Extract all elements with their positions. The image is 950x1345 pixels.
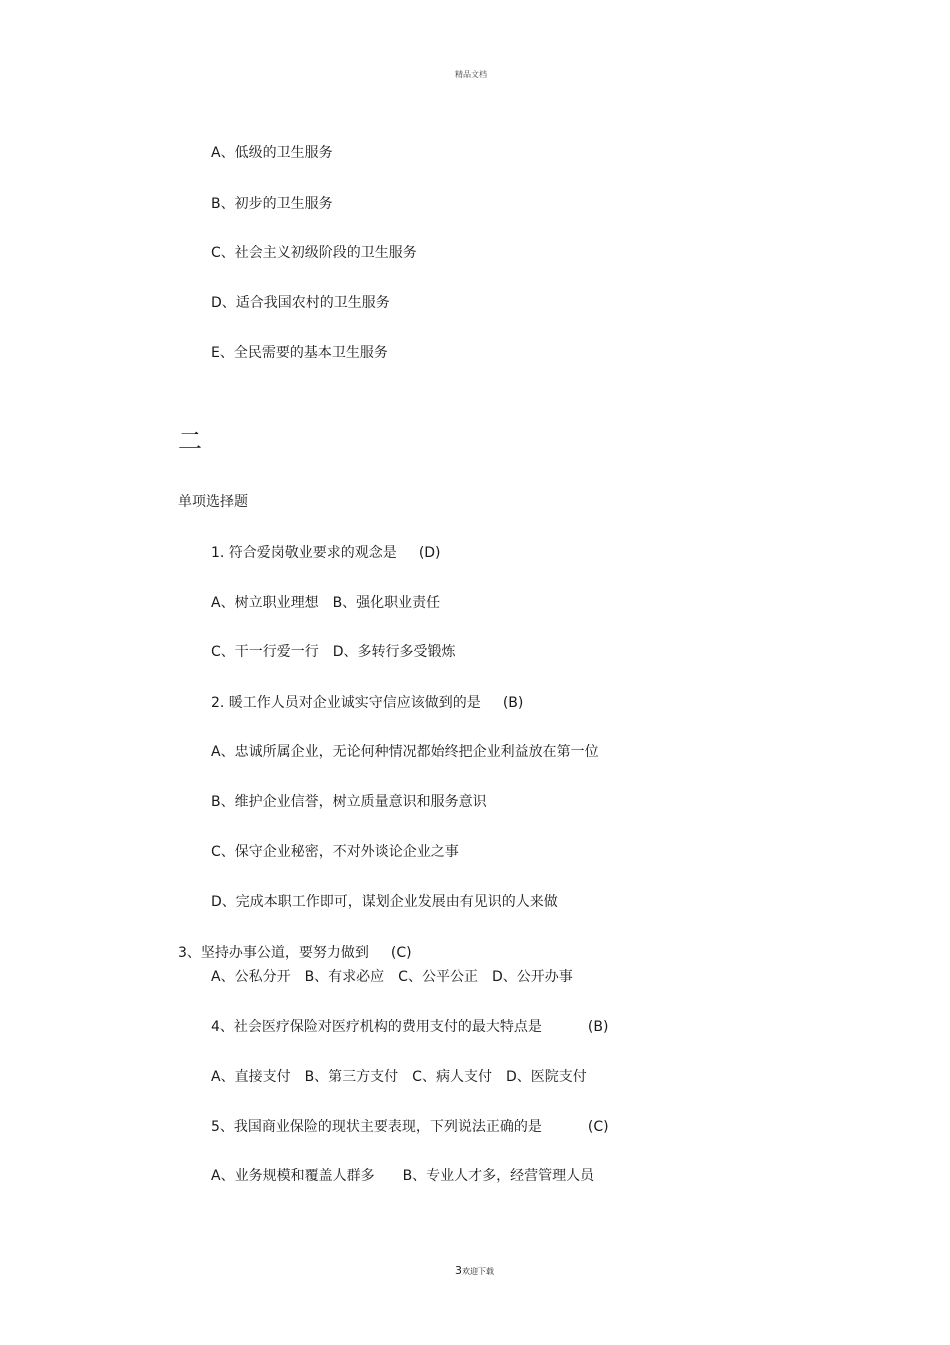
page-footer (455, 1262, 494, 1281)
question-2-option-b: B、维护企业信誉，树立质量意识和服务意识 (211, 794, 487, 810)
question-2-text: 2. 暖工作人员对企业诚实守信应该做到的是 (211, 695, 481, 711)
option-c: C、社会主义初级阶段的卫生服务 (211, 245, 417, 261)
section-number: 二 (178, 427, 202, 455)
section-title: 单项选择题 (178, 494, 248, 510)
option-e: E、全民需要的基本卫生服务 (211, 345, 388, 361)
question-5-text: 5、我国商业保险的现状主要表现，下列说法正确的是 (211, 1119, 542, 1135)
question-3-text: 3、坚持办事公道，要努力做到 (178, 945, 369, 961)
question-2-option-d: D、完成本职工作即可，谋划企业发展由有见识的人来做 (211, 894, 558, 910)
question-2-option-c: C、保守企业秘密，不对外谈论企业之事 (211, 844, 459, 860)
question-5 (211, 1118, 609, 1136)
question-4-text: 4、社会医疗保险对医疗机构的费用支付的最大特点是 (211, 1019, 542, 1035)
question-4-answer: (B) (587, 1019, 609, 1035)
question-5-answer: (C) (587, 1119, 609, 1135)
page-header: 精品文档 (455, 70, 487, 79)
question-1-text: 1. 符合爱岗敬业要求的观念是 (211, 545, 397, 561)
question-2-option-a: A、忠诚所属企业，无论何种情况都始终把企业利益放在第一位 (211, 744, 599, 760)
question-3-answer: (C) (390, 945, 412, 961)
page-number: 3 (455, 1264, 462, 1277)
option-a: A、低级的卫生服务 (211, 145, 333, 161)
question-4-options: A、直接支付 B、第三方支付 C、病人支付 D、医院支付 (211, 1069, 587, 1085)
question-3 (178, 944, 412, 962)
question-3-options: A、公私分开 B、有求必应 C、公平公正 D、公开办事 (211, 969, 573, 985)
option-b: B、初步的卫生服务 (211, 196, 333, 212)
question-5-options: A、业务规模和覆盖人群多 B、专业人才多，经营管理人员 (211, 1168, 595, 1184)
question-1 (211, 544, 441, 562)
question-4 (211, 1018, 608, 1036)
question-1-options-row1: A、树立职业理想 B、强化职业责任 (211, 595, 441, 611)
question-2 (211, 694, 523, 712)
question-2-answer: (B) (502, 695, 524, 711)
question-1-options-row2: C、干一行爱一行 D、多转行多受锻炼 (211, 644, 456, 660)
question-1-answer: (D) (418, 545, 441, 561)
footer-text: 欢迎下载 (462, 1267, 494, 1276)
option-d: D、适合我国农村的卫生服务 (211, 295, 390, 311)
